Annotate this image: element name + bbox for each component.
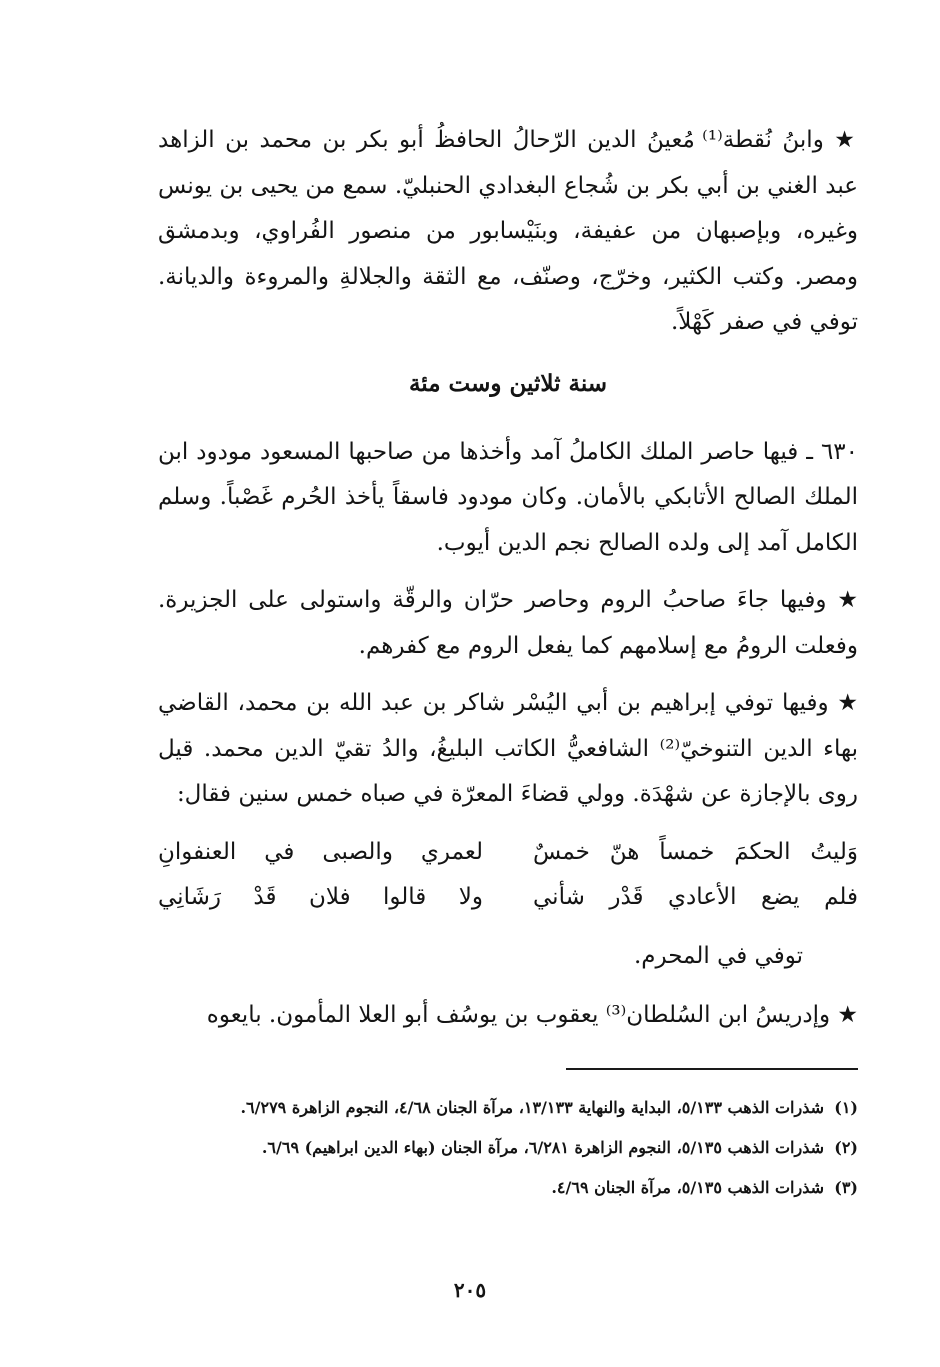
footnote: [158, 1172, 858, 1204]
entry-year-630: ٦٣٠ ـ فيها حاصر الملك الكاملُ آمد وأخذها من صاحبها المسعود مودود ابن الملك الصالح الأتابكي بالأمان. وكان مودود فاسقاً يأخذ الحُرم غَصْباً. وسلم الكامل آمد إلى ولده الصالح نجم الدين أيوب.: [158, 438, 858, 556]
poem: [158, 830, 858, 920]
footnote-separator: [566, 1068, 858, 1070]
footnote-number: (٢): [834, 1138, 858, 1157]
page-body: [158, 118, 858, 1212]
footnote-number: (١): [834, 1098, 858, 1117]
entry-ibrahim-tanukhi: ★ وفيها توفي إبراهيم بن أبي اليُسْر شاكر بن عبد الله بن محمد، القاضي بهاء الدين التنوخيّ⁽²⁾ الشافعيُّ الكاتب البليغُ، والدُ تقيّ الدين محمد. قيل روى بالإجازة عن شهْدَة. وولي قضاءَ المعرّة في صباه خمس سنين فقال:: [158, 690, 859, 807]
footnote-number: (٣): [834, 1178, 858, 1197]
section-heading: سنة ثلاثين وست مئة: [408, 369, 608, 397]
entry-idris-mamun: ★ وإدريسُ ابن السُلطان⁽³⁾ يعقوب بن يوسُف أبو العلا المأمون. بايعوه: [206, 1001, 858, 1028]
poem-hemistich-right: فلم يضع الأعادي قَدْر شأني: [533, 883, 858, 910]
entry-rum-harran: ★ وفيها جاءَ صاحبُ الروم وحاصر حرّان والرقّة واستولى على الجزيرة. وفعلت الرومُ مع إسلامهم كما يفعل الروم مع كفرهم.: [158, 587, 858, 659]
entry-ibn-nuqta: ★ وابنُ نُقطة⁽¹⁾ مُعينُ الدين الرّحالُ الحافظُ أبو بكر بن محمد بن الزاهد عبد الغني بن أبي بكر بن شُجاع البغدادي الحنبليّ. سمع من يحيى بن يونس وغيره، وبإصبهان من عفيفة، وبنَيْسابور من منصور الفُراوي، وبدمشق ومصر. وكتب الكثير، وخرّج، وصنّف، مع الثقة والجلالةِ والمروءة والديانة. توفي في صفر كَهْلاً.: [158, 127, 858, 335]
footnote-text: شذرات الذهب ٥/١٣٥، مرآة الجنان ٤/٦٩.: [551, 1178, 824, 1197]
footnote: [158, 1132, 858, 1164]
poem-hemistich-left: لعمري والصبى في العنفوانِ: [158, 838, 483, 865]
poem-verse: [158, 830, 858, 875]
footnote-text: شذرات الذهب ٥/١٣٣، البداية والنهاية ١٣/١٣٣، مرآة الجنان ٤/٦٨، النجوم الزاهرة ٦/٢٧٩.: [240, 1098, 824, 1117]
death-note: توفي في المحرم.: [633, 942, 803, 969]
footnote-text: شذرات الذهب ٥/١٣٥، النجوم الزاهرة ٦/٢٨١، مرآة الجنان (بهاء الدين ابراهيم) ٦/٦٩.: [261, 1138, 824, 1157]
footnote: [158, 1092, 858, 1124]
poem-hemistich-right: وَليتُ الحكمَ خمساً هنّ خمسٌ: [533, 838, 858, 865]
page-number: ٢٠٥: [453, 1278, 487, 1302]
poem-hemistich-left: ولا قالوا فلان قَدْ رَشَانِي: [158, 883, 483, 910]
poem-verse: [158, 875, 858, 920]
